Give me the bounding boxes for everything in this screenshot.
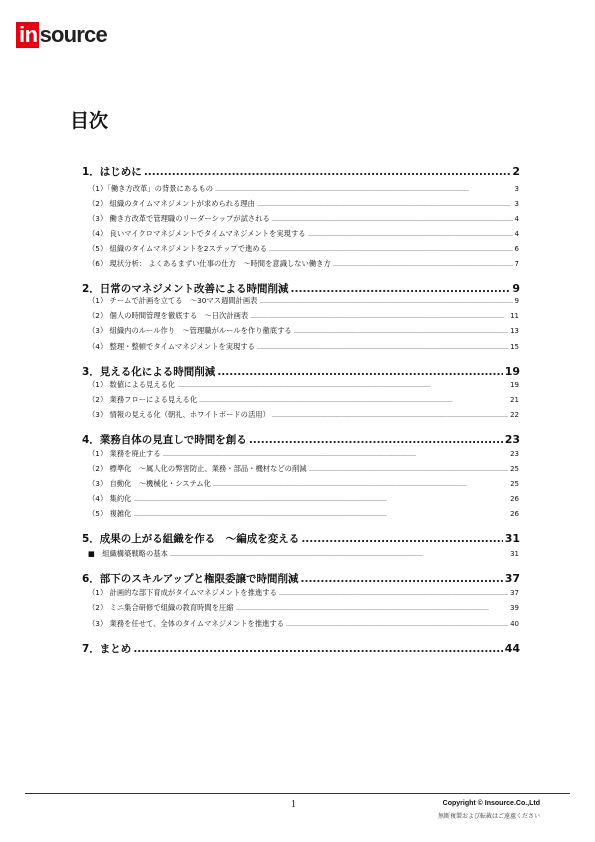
toc-leader-dots: [257, 342, 508, 351]
toc-entry-label: （1） 業務を廃止する: [88, 449, 161, 458]
toc-entry-page: 3: [514, 200, 519, 208]
toc-entry-label: （4） 良いマイクロマネジメントでタイムマネジメントを実現する: [88, 229, 306, 238]
toc-entry-label: 2．日常のマネジメント改善による時間削減: [82, 283, 289, 295]
toc-entry-label: 7．まとめ: [82, 643, 132, 655]
toc-chapter-entry: [82, 641, 520, 656]
toc-entry-page: 15: [510, 343, 519, 351]
toc-section-entry: [88, 588, 519, 598]
toc-leader-dots: [257, 199, 513, 208]
copyright: Copyright © Insource.Co.,Ltd: [442, 800, 540, 807]
toc-leader-dots: [236, 603, 508, 612]
toc-entry-label: 3．見える化による時間削減: [82, 366, 216, 378]
toc-section-entry: [88, 509, 519, 519]
toc-section-entry: [88, 410, 519, 420]
toc-entry-page: 40: [510, 620, 519, 628]
toc-entry-page: 31: [510, 550, 519, 558]
logo-in: in: [16, 22, 39, 48]
toc-leader-dots: [249, 434, 503, 446]
toc-chapter-entry: [82, 531, 520, 546]
page-title: 目次: [70, 110, 109, 132]
toc-entry-page: 26: [510, 510, 519, 518]
toc-leader-dots: [215, 184, 512, 193]
toc-section-entry: [88, 326, 519, 336]
footer-divider: [25, 793, 570, 794]
toc-entry-label: （1） 数値による見える化: [88, 380, 176, 389]
logo-source: source: [39, 22, 107, 47]
toc-leader-dots: [286, 619, 508, 628]
toc-section-entry: [88, 464, 519, 474]
toc-leader-dots: [272, 410, 508, 419]
toc-chapter-entry: [82, 432, 520, 447]
toc-leader-dots: [269, 244, 513, 253]
toc-entry-label: （6） 現状分析： よくあるまずい仕事の仕方 ～時間を意識しない働き方: [88, 259, 331, 268]
toc-entry-label: （4） 整理・整頓でタイムマネジメントを実現する: [88, 342, 255, 351]
toc-section-entry: [88, 449, 519, 459]
toc-leader-dots: [300, 573, 502, 585]
toc-section-entry: [88, 619, 519, 629]
toc-leader-dots: [133, 509, 508, 518]
insource-logo: [16, 22, 107, 48]
toc-entry-label: （3） 自動化 ～機械化・システム化: [88, 479, 211, 488]
toc-entry-label: 6．部下のスキルアップと権限委譲で時間削減: [82, 573, 299, 585]
toc-entry-label: （2） 業務フローによる見える化: [88, 395, 198, 404]
toc-section-entry: [88, 380, 519, 390]
toc-entry-label: （1）「働き方改革」の背景にあるもの: [88, 184, 214, 193]
toc-section-entry: [88, 229, 519, 239]
toc-entry-page: 2: [512, 165, 520, 178]
toc-section-entry: [88, 214, 519, 224]
toc-leader-dots: [163, 449, 508, 458]
toc-entry-label: 1．はじめに: [82, 166, 142, 178]
toc-entry-label: （2） 標準化 ～属人化の弊害防止、業務・部品・機材などの削減: [88, 464, 307, 473]
toc-entry-page: 23: [504, 433, 520, 446]
toc-leader-dots: [199, 395, 508, 404]
toc-entry-label: （2） 組織のタイムマネジメントが求められる理由: [88, 199, 255, 208]
toc-leader-dots: [170, 549, 508, 558]
toc-section-entry: [88, 259, 519, 269]
toc-leader-dots: [259, 296, 512, 305]
toc-entry-label: （3） 働き方改革で管理職のリーダーシップが試される: [88, 214, 270, 223]
toc-leader-dots: [279, 588, 508, 597]
copyright-notice: 無断複製および転載はご遠慮ください: [437, 813, 540, 820]
toc-entry-page: 25: [510, 480, 519, 488]
toc-entry-page: 6: [514, 245, 519, 253]
toc-entry-label: （4） 集約化: [88, 494, 132, 503]
toc-leader-dots: [213, 479, 508, 488]
toc-chapter-entry: [82, 571, 520, 586]
toc-chapter-entry: [82, 364, 520, 379]
toc-entry-label: （1） 計画的な部下育成がタイムマネジメントを推進する: [88, 588, 277, 597]
toc-leader-dots: [217, 366, 502, 378]
toc-leader-dots: [291, 283, 511, 295]
toc-section-entry: [88, 244, 519, 254]
toc-entry-label: （2） 個人の時間管理を徹底する ～日次計画表: [88, 311, 249, 320]
toc-entry-label: ■ 組織構築戦略の基本: [88, 549, 168, 558]
toc-leader-dots: [333, 259, 513, 268]
toc-leader-dots: [133, 643, 502, 655]
toc-entry-page: 19: [504, 365, 520, 378]
toc-section-entry: [88, 395, 519, 405]
toc-entry-label: （1） チームで計画を立てる ～30マス週間計画表: [88, 296, 258, 305]
toc-entry-page: 22: [510, 411, 519, 419]
toc-entry-page: 23: [510, 450, 519, 458]
toc-section-entry: [88, 342, 519, 352]
toc-entry-label: （3） 業務を任せて、全体のタイムマネジメントを推進する: [88, 619, 285, 628]
toc-entry-page: 9: [514, 297, 519, 305]
page-number: 1: [291, 799, 296, 810]
toc-entry-label: （3） 情報の見える化（朝礼、ホワイトボードの活用）: [88, 410, 270, 419]
toc-section-entry: [88, 184, 519, 194]
toc-leader-dots: [133, 494, 508, 503]
toc-entry-page: 44: [504, 642, 520, 655]
toc-entry-page: 31: [504, 532, 520, 545]
toc-leader-dots: [308, 229, 513, 238]
toc-leader-dots: [309, 464, 509, 473]
toc-entry-page: 21: [510, 396, 519, 404]
toc-entry-page: 37: [504, 572, 520, 585]
toc-entry-page: 13: [510, 327, 519, 335]
toc-leader-dots: [250, 311, 508, 320]
toc-entry-page: 4: [514, 215, 519, 223]
toc-section-entry: [88, 296, 519, 306]
toc-entry-page: 39: [510, 604, 519, 612]
toc-chapter-entry: [82, 164, 520, 179]
toc-entry-page: 7: [514, 260, 519, 268]
toc-entry-label: （2） ミニ集合研修で組織の教育時間を圧縮: [88, 603, 234, 612]
toc-entry-page: 19: [510, 381, 519, 389]
toc-entry-label: （5） 複雑化: [88, 509, 132, 518]
toc-entry-page: 9: [512, 282, 520, 295]
toc-section-entry: [88, 479, 519, 489]
toc-entry-page: 37: [510, 589, 519, 597]
toc-leader-dots: [177, 380, 508, 389]
toc-section-entry: [88, 549, 519, 559]
toc-section-entry: [88, 494, 519, 504]
toc-section-entry: [88, 311, 519, 321]
toc-entry-label: （3） 組織内のルール作り ～管理職がルールを作り徹底する: [88, 326, 292, 335]
toc-leader-dots: [301, 533, 502, 545]
toc-leader-dots: [272, 214, 513, 223]
toc-entry-page: 25: [510, 465, 519, 473]
toc-section-entry: [88, 603, 519, 613]
toc-entry-page: 11: [510, 312, 519, 320]
toc-entry-page: 4: [514, 230, 519, 238]
toc-entry-label: （5） 組織のタイムマネジメントを2ステップで進める: [88, 244, 267, 253]
toc-entry-label: 5．成果の上がる組織を作る ～編成を変える: [82, 533, 300, 545]
toc-entry-label: 4．業務自体の見直しで時間を創る: [82, 434, 247, 446]
toc-leader-dots: [294, 326, 508, 335]
toc-chapter-entry: [82, 281, 520, 296]
toc-entry-page: 3: [514, 185, 519, 193]
toc-entry-page: 26: [510, 495, 519, 503]
toc-leader-dots: [144, 166, 511, 178]
toc-section-entry: [88, 199, 519, 209]
